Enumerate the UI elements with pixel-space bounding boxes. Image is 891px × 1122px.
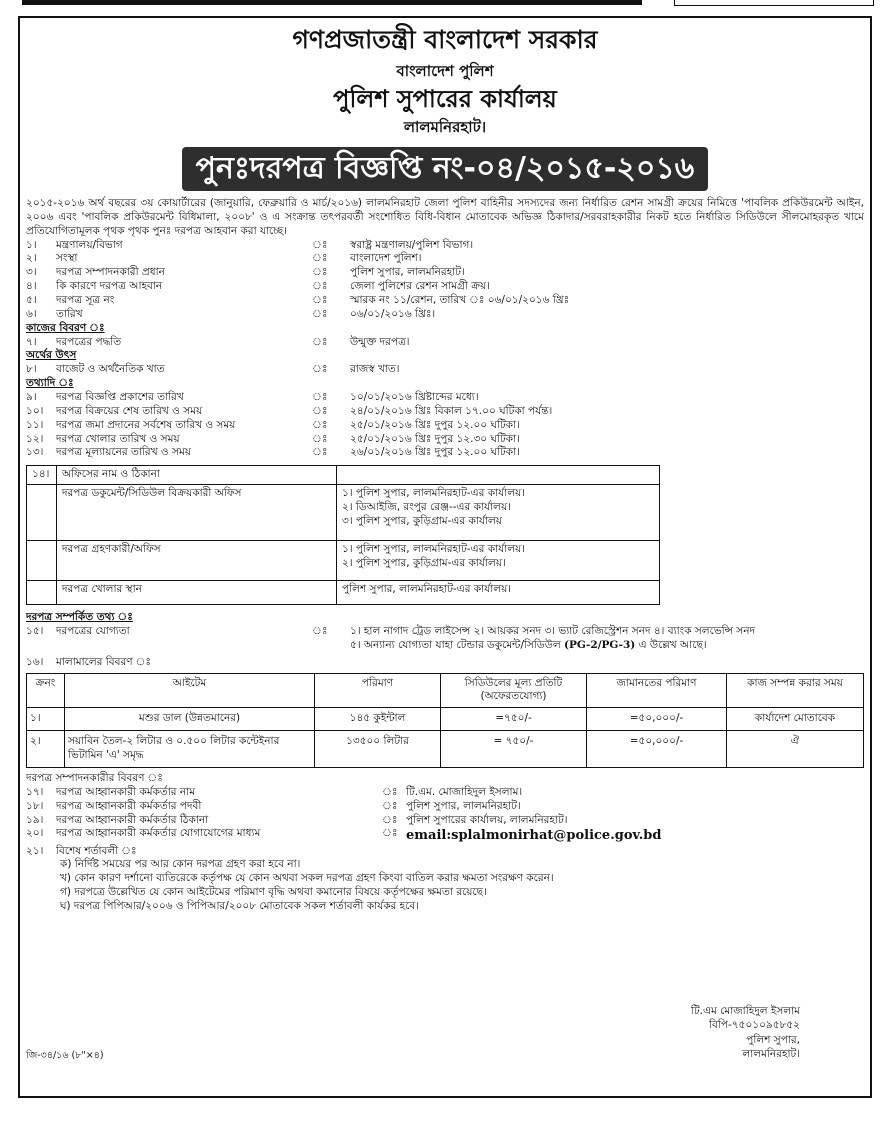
item-number: ১। <box>26 238 37 251</box>
list-item <box>26 433 868 447</box>
qualification-line2 <box>26 639 868 653</box>
table-row <box>27 581 660 605</box>
item-colon: ঃ <box>312 280 328 293</box>
item-colon: ঃ <box>312 418 328 431</box>
notice-content <box>22 22 868 914</box>
column-header: ক্রনং <box>27 673 65 708</box>
qual-text: ৫। অন্যান্য যোগ্যতা যাহা টেন্ডার ডকুমেন্ট/সিডিউল <box>350 638 561 651</box>
office-line: ২। ডিআইজি, রংপুর রেঞ্জ--এর কার্যালয়। <box>342 501 511 514</box>
item-colon: ঃ <box>312 432 328 445</box>
table-cell: ঐ <box>727 731 864 768</box>
item-value: টি.এম. মোজাহিদুল ইসলাম। <box>406 785 523 798</box>
condition-item: খ) কোন কারণ দর্শানো ব্যতিরেকে কর্তৃপক্ষ যে কোন অথবা সকল দরপত্র গ্রহণ কিংবা বাতিল করার ক্ষমতা সংরক্ষণ করেন। <box>60 872 554 885</box>
item-colon: ঃ <box>312 294 328 307</box>
item-colon: ঃ <box>312 335 328 348</box>
table-cell <box>337 541 660 581</box>
item-colon: ঃ <box>312 446 328 459</box>
top-edge-strip <box>0 0 891 8</box>
items-b-list <box>26 391 868 460</box>
list-item <box>26 405 868 419</box>
item-colon: ঃ <box>312 307 328 320</box>
table-header-row <box>27 673 864 708</box>
item-label: দরপত্র সূত্র নং <box>56 294 115 307</box>
item-label: দরপত্র খোলার তারিখ ও সময় <box>56 432 180 445</box>
item-number: ১৬। <box>26 655 44 668</box>
office-line: ৩। পুলিশ সুপার, কুড়িগ্রাম-এর কার্যালয় <box>342 514 502 527</box>
signatory-title: পুলিশ সুপার, <box>746 1033 800 1046</box>
item-label: কি কারণে দরপত্র আহবান <box>56 280 163 293</box>
section-info: তথ্যাদি ঃ <box>26 377 74 390</box>
item-number: ১১। <box>26 418 44 431</box>
item-label: মালামালের বিবরণ ঃ <box>56 655 151 668</box>
list-item <box>26 786 868 800</box>
item-value: উন্মুক্ত দরপত্র। <box>350 335 410 348</box>
item-colon: ঃ <box>312 266 328 279</box>
item-number: ২০। <box>26 827 44 840</box>
item-label: মন্ত্রণালয়/বিভাগ <box>56 238 123 251</box>
item-value: ২৫/০১/২০১৬ খ্রিঃ দুপুর ১২.৩০ ঘটিকা। <box>350 432 520 445</box>
table-cell: দরপত্র ডকুমেন্ট/সিডিউল বিক্রয়কারী অফিস <box>57 485 337 541</box>
item-colon: ঃ <box>312 391 328 404</box>
items-a-list <box>26 239 868 322</box>
list-item <box>26 419 868 433</box>
table-cell: ১৪। <box>27 466 57 485</box>
signatory-place: লালমনিরহাট। <box>742 1048 800 1061</box>
item-number: ১৫। <box>26 625 44 638</box>
item-number: ৯। <box>26 391 37 404</box>
table-cell <box>27 541 57 581</box>
list-item <box>26 308 868 322</box>
goods-table <box>26 673 864 768</box>
office-title: পুলিশ সুপারের কার্যালয় <box>333 85 557 113</box>
signatory-name: টি.এম মোজাহিদুল ইসলাম <box>690 1005 800 1017</box>
item-value: ১। হাল নাগাদ ট্রেড লাইসেন্স ২। আয়কর সনদ ৩। ভ্যাট রেজিস্ট্রেশন সনদ ৪। ব্যাংক সলভেন্সি সনদ <box>350 625 756 638</box>
item-label: দরপত্র আহ্বানকারী কর্মকর্তার যোগাযোগের মাধ্যম <box>56 827 261 840</box>
list-item <box>26 446 868 460</box>
top-black-bar <box>22 0 642 5</box>
list-item <box>26 800 868 814</box>
table-row <box>27 731 864 768</box>
qual-text-end: এ উল্লেখ আছে। <box>638 638 707 651</box>
table-cell <box>337 581 660 605</box>
item-colon: ঃ <box>312 404 328 417</box>
item-value: ২৬/০১/২০১৬ খ্রিঃ দুপুর ১২.০০ ঘটিকা। <box>350 446 520 459</box>
item-number: ১২। <box>26 432 44 445</box>
item-number: ২১। <box>26 844 44 857</box>
column-header: কাজ সম্পন্ন করার সময় <box>727 673 864 708</box>
item-colon: ঃ <box>312 363 328 376</box>
item-value: রাজস্ব খাত। <box>350 363 400 376</box>
item-number: ২। <box>26 252 37 265</box>
item-label: দরপত্র আহ্বানকারী কর্মকর্তার পদবী <box>56 799 202 812</box>
item-value: বাংলাদেশ পুলিশ। <box>350 252 422 265</box>
column-header: জামানতের পরিমাণ <box>587 673 727 708</box>
item-colon: ঃ <box>382 799 398 812</box>
item-number: ১৩। <box>26 446 44 459</box>
signatory-bp: বিপি-৭৫০১০৯৫৮৫২ <box>709 1019 800 1032</box>
footer-code: জি-৩৪/১৬ (৮"×৪) <box>26 1050 104 1061</box>
table-cell: দরপত্র খোলার স্থান <box>57 581 337 605</box>
item-number: ১৭। <box>26 785 44 798</box>
table-row <box>27 466 660 485</box>
item-label: দরপত্র বিক্রয়ের শেষ তারিখ ও সময় <box>56 404 203 417</box>
conditions-list <box>26 858 868 913</box>
table-cell: মশুর ডাল (উন্নতমানের) <box>65 708 315 731</box>
banner-wrap <box>22 147 868 191</box>
item-number: ৫। <box>26 294 37 307</box>
item-label: দরপত্র আহ্বানকারী কর্মকর্তার ঠিকানা <box>56 813 209 826</box>
table-row <box>27 708 864 731</box>
table-cell: অফিসের নাম ও ঠিকানা <box>57 466 337 485</box>
item-label: দরপত্র বিজ্ঞপ্তি প্রকাশের তারিখ <box>56 391 184 404</box>
item-value: ২৪/০১/২০১৬ খ্রিঃ বিকাল ১৭.০০ ঘটিকা পর্যন্ত। <box>350 404 553 417</box>
top-box-edge <box>674 0 874 6</box>
item-colon: ঃ <box>382 785 398 798</box>
office-table-body <box>27 485 660 605</box>
govt-title: গণপ্রজাতন্ত্রী বাংলাদেশ সরকার <box>292 25 598 54</box>
item-label: বাজেট ও অর্থনৈতিক খাত <box>56 363 165 376</box>
item-label: দরপত্র আহ্বানকারী কর্মকর্তার নাম <box>56 785 196 798</box>
item-number: ৮। <box>26 363 37 376</box>
office-table <box>26 465 660 605</box>
list-item <box>26 336 868 350</box>
section-work: কাজের বিবরণ ঃ <box>26 321 105 334</box>
item-value: পুলিশ সুপার, লালমনিরহাট। <box>406 799 521 812</box>
item-number: ৪। <box>26 280 37 293</box>
list-item <box>26 363 868 377</box>
list-item <box>26 845 868 859</box>
item-number: ১৮। <box>26 799 44 812</box>
intro-paragraph: ২০১৫-২০১৬ অর্থ বছরের ৩য় কোয়ার্টারের (জানুয়ারি, ফেব্রুয়ারি ও মার্চ/২০১৬) লালমনিরহাট জেলা পুলিশ বাহিনীর সদস্যদের জন্য নির্ধারিত রেশন সামগ্রী ক্রয়ের নিমিত্তে 'পাবলিক প্রকিউরমেন্ট আইন, ২০০৬ এবং 'পাবলিক প্রকিউরমেন্ট বিধিমালা, ২০০৮' ও এ সংক্রান্ত তৎপরবর্তী সংশোধিত বিধি-বিধান মোতাবেক অভিজ্ঞ ঠিকাদার/সরবরাহকারীর নিকট হতে নির্ধারিত সিডিউলে সীলমোহরকৃত খামে প্রতিযোগিতামূলক পৃথক পৃথক পুনঃ দরপত্র আহবান করা যাচ্ছে। <box>26 197 864 237</box>
table-cell <box>337 485 660 541</box>
table-cell: কার্যাদেশ মোতাবেক <box>727 708 864 731</box>
item-colon: ঃ <box>312 238 328 251</box>
list-item <box>26 814 868 828</box>
office-line: ১। পুলিশ সুপার, লালমনিরহাট-এর কার্যালয়। <box>342 487 525 500</box>
list-item <box>26 625 868 639</box>
section-exec: দরপত্র সম্পাদনকারীর বিবরণ ঃ <box>26 771 163 784</box>
table-cell <box>27 485 57 541</box>
item-colon: ঃ <box>382 827 398 840</box>
header <box>22 22 868 139</box>
list-item <box>26 266 868 280</box>
goods-table-body <box>27 708 864 768</box>
item-value: স্মারক নং ১১/রেশন, তারিখ ঃ ০৬/০১/২০১৬ খ্রিঃ <box>350 294 570 307</box>
item-number: ১০। <box>26 404 44 417</box>
column-header: আইটেম <box>65 673 315 708</box>
table-cell: ২। <box>27 731 65 768</box>
item-value: ২৫/০১/২০১৬ খ্রিঃ দুপুর ১২.০০ ঘটিকা। <box>350 418 520 431</box>
item-number: ৬। <box>26 307 37 320</box>
item-colon: ঃ <box>382 813 398 826</box>
list-item <box>26 391 868 405</box>
district-title: লালমনিরহাট। <box>403 118 487 136</box>
list-item <box>26 656 868 670</box>
item-value: জেলা পুলিশের রেশন সামগ্রী ক্রয়। <box>350 280 490 293</box>
list-item <box>26 239 868 253</box>
section-tender: দরপত্র সম্পর্কিত তথ্য ঃ <box>26 611 133 624</box>
item-label: দরপত্র মূল্যায়নের তারিখ ও সময় <box>56 446 191 459</box>
item-value: পুলিশ সুপার, লালমনিরহাট। <box>350 266 465 279</box>
signature-block <box>600 1004 800 1062</box>
condition-item: ক) নির্দিষ্ট সময়ের পর আর কোন দরপত্র গ্রহণ করা হবে না। <box>60 858 301 871</box>
condition-item: গ) দরপত্রে উল্লেখিত যে কোন আইটেমের পরিমাণ বৃদ্ধি অথবা কমানোর বিষয়ে কর্তৃপক্ষের ক্ষমতা রয়েছে। <box>60 886 487 899</box>
table-cell <box>27 581 57 605</box>
list-item <box>26 294 868 308</box>
pg-code: (PG-2/PG-3) <box>564 638 636 651</box>
table-row <box>27 485 660 541</box>
item-colon: ঃ <box>312 252 328 265</box>
table-cell: = ৭৫০/- <box>441 731 587 768</box>
item-value: স্বরাষ্ট্র মন্ত্রণালয়/পুলিশ বিভাগ। <box>350 238 474 251</box>
table-cell: =৫০,০০০/- <box>587 708 727 731</box>
table-cell <box>337 466 660 485</box>
item-number: ৭। <box>26 335 37 348</box>
table-cell: ১। <box>27 708 65 731</box>
item-colon: ঃ <box>312 625 328 638</box>
list-item <box>26 280 868 294</box>
notice-banner: পুনঃদরপত্র বিজ্ঞপ্তি নং-০৪/২০১৫-২০১৬ <box>182 147 709 191</box>
table-cell: =৭৫০/- <box>441 708 587 731</box>
items-c-list <box>26 786 868 828</box>
office-line: ১। পুলিশ সুপার, লালমনিরহাট-এর কার্যালয়। <box>342 543 525 556</box>
info-list <box>22 239 868 461</box>
tender-info <box>22 611 868 669</box>
table-cell: ১৪৫ কুইন্টাল <box>315 708 441 731</box>
item-value: ০৬/০১/২০১৬ খ্রিঃ। <box>350 307 436 320</box>
item-label: সংস্থা <box>56 252 78 265</box>
item-label: দরপত্র সম্পাদনকারী প্রধান <box>56 266 165 279</box>
executor-info <box>22 772 868 914</box>
item-label: বিশেষ শর্তাবলী ঃ <box>56 844 137 857</box>
table-cell: সয়াবিন তৈল-২ লিটার ও ০.৫০০ লিটার কন্টেইনার ভিটামিন 'এ' সমৃদ্ধ <box>65 731 315 768</box>
item-label: তারিখ <box>56 307 83 320</box>
item-value: ১০/০১/২০১৬ খ্রিষ্টাব্দের মধ্যে। <box>350 391 479 404</box>
table-cell: দরপত্র গ্রহণকারী/অফিস <box>57 541 337 581</box>
list-item <box>26 827 868 844</box>
item-label: দরপত্রের যোগ্যতা <box>56 625 130 638</box>
office-line: ২। পুলিশ সুপার, কুড়িগ্রাম-এর কার্যালয়। <box>342 557 506 570</box>
table-row <box>27 541 660 581</box>
dept-title: বাংলাদেশ পুলিশ <box>396 62 494 80</box>
item-label: দরপত্রের পদ্ধতি <box>56 335 122 348</box>
table-cell: =৫০,০০০/- <box>587 731 727 768</box>
item-label: দরপত্র জমা প্রদানের সর্বশেষ তারিখ ও সময় <box>56 418 236 431</box>
item-number: ৩। <box>26 266 37 279</box>
contact-email: email:splalmonirhat@police.gov.bd <box>406 828 662 844</box>
condition-item: ঘ) দরপত্র পিপিআর/২০০৬ ও পিপিআর/২০০৮ মোতাবেক সকল শর্তাবলী কার্যকর হবে। <box>60 899 420 912</box>
item-value: পুলিশ সুপারের কার্যালয়, লালমনিরহাট। <box>406 813 568 826</box>
item-number: ১৯। <box>26 813 44 826</box>
column-header: পরিমাণ <box>315 673 441 708</box>
section-fund: অর্থের উৎস <box>26 349 77 362</box>
list-item <box>26 252 868 266</box>
column-header: সিডিউলের মূল্য প্রতিটি (অফেরতযোগ্য) <box>441 673 587 708</box>
office-line: পুলিশ সুপার, লালমনিরহাট-এর কার্যালয়। <box>342 583 512 596</box>
table-cell: ১৩৫০০ লিটার <box>315 731 441 768</box>
